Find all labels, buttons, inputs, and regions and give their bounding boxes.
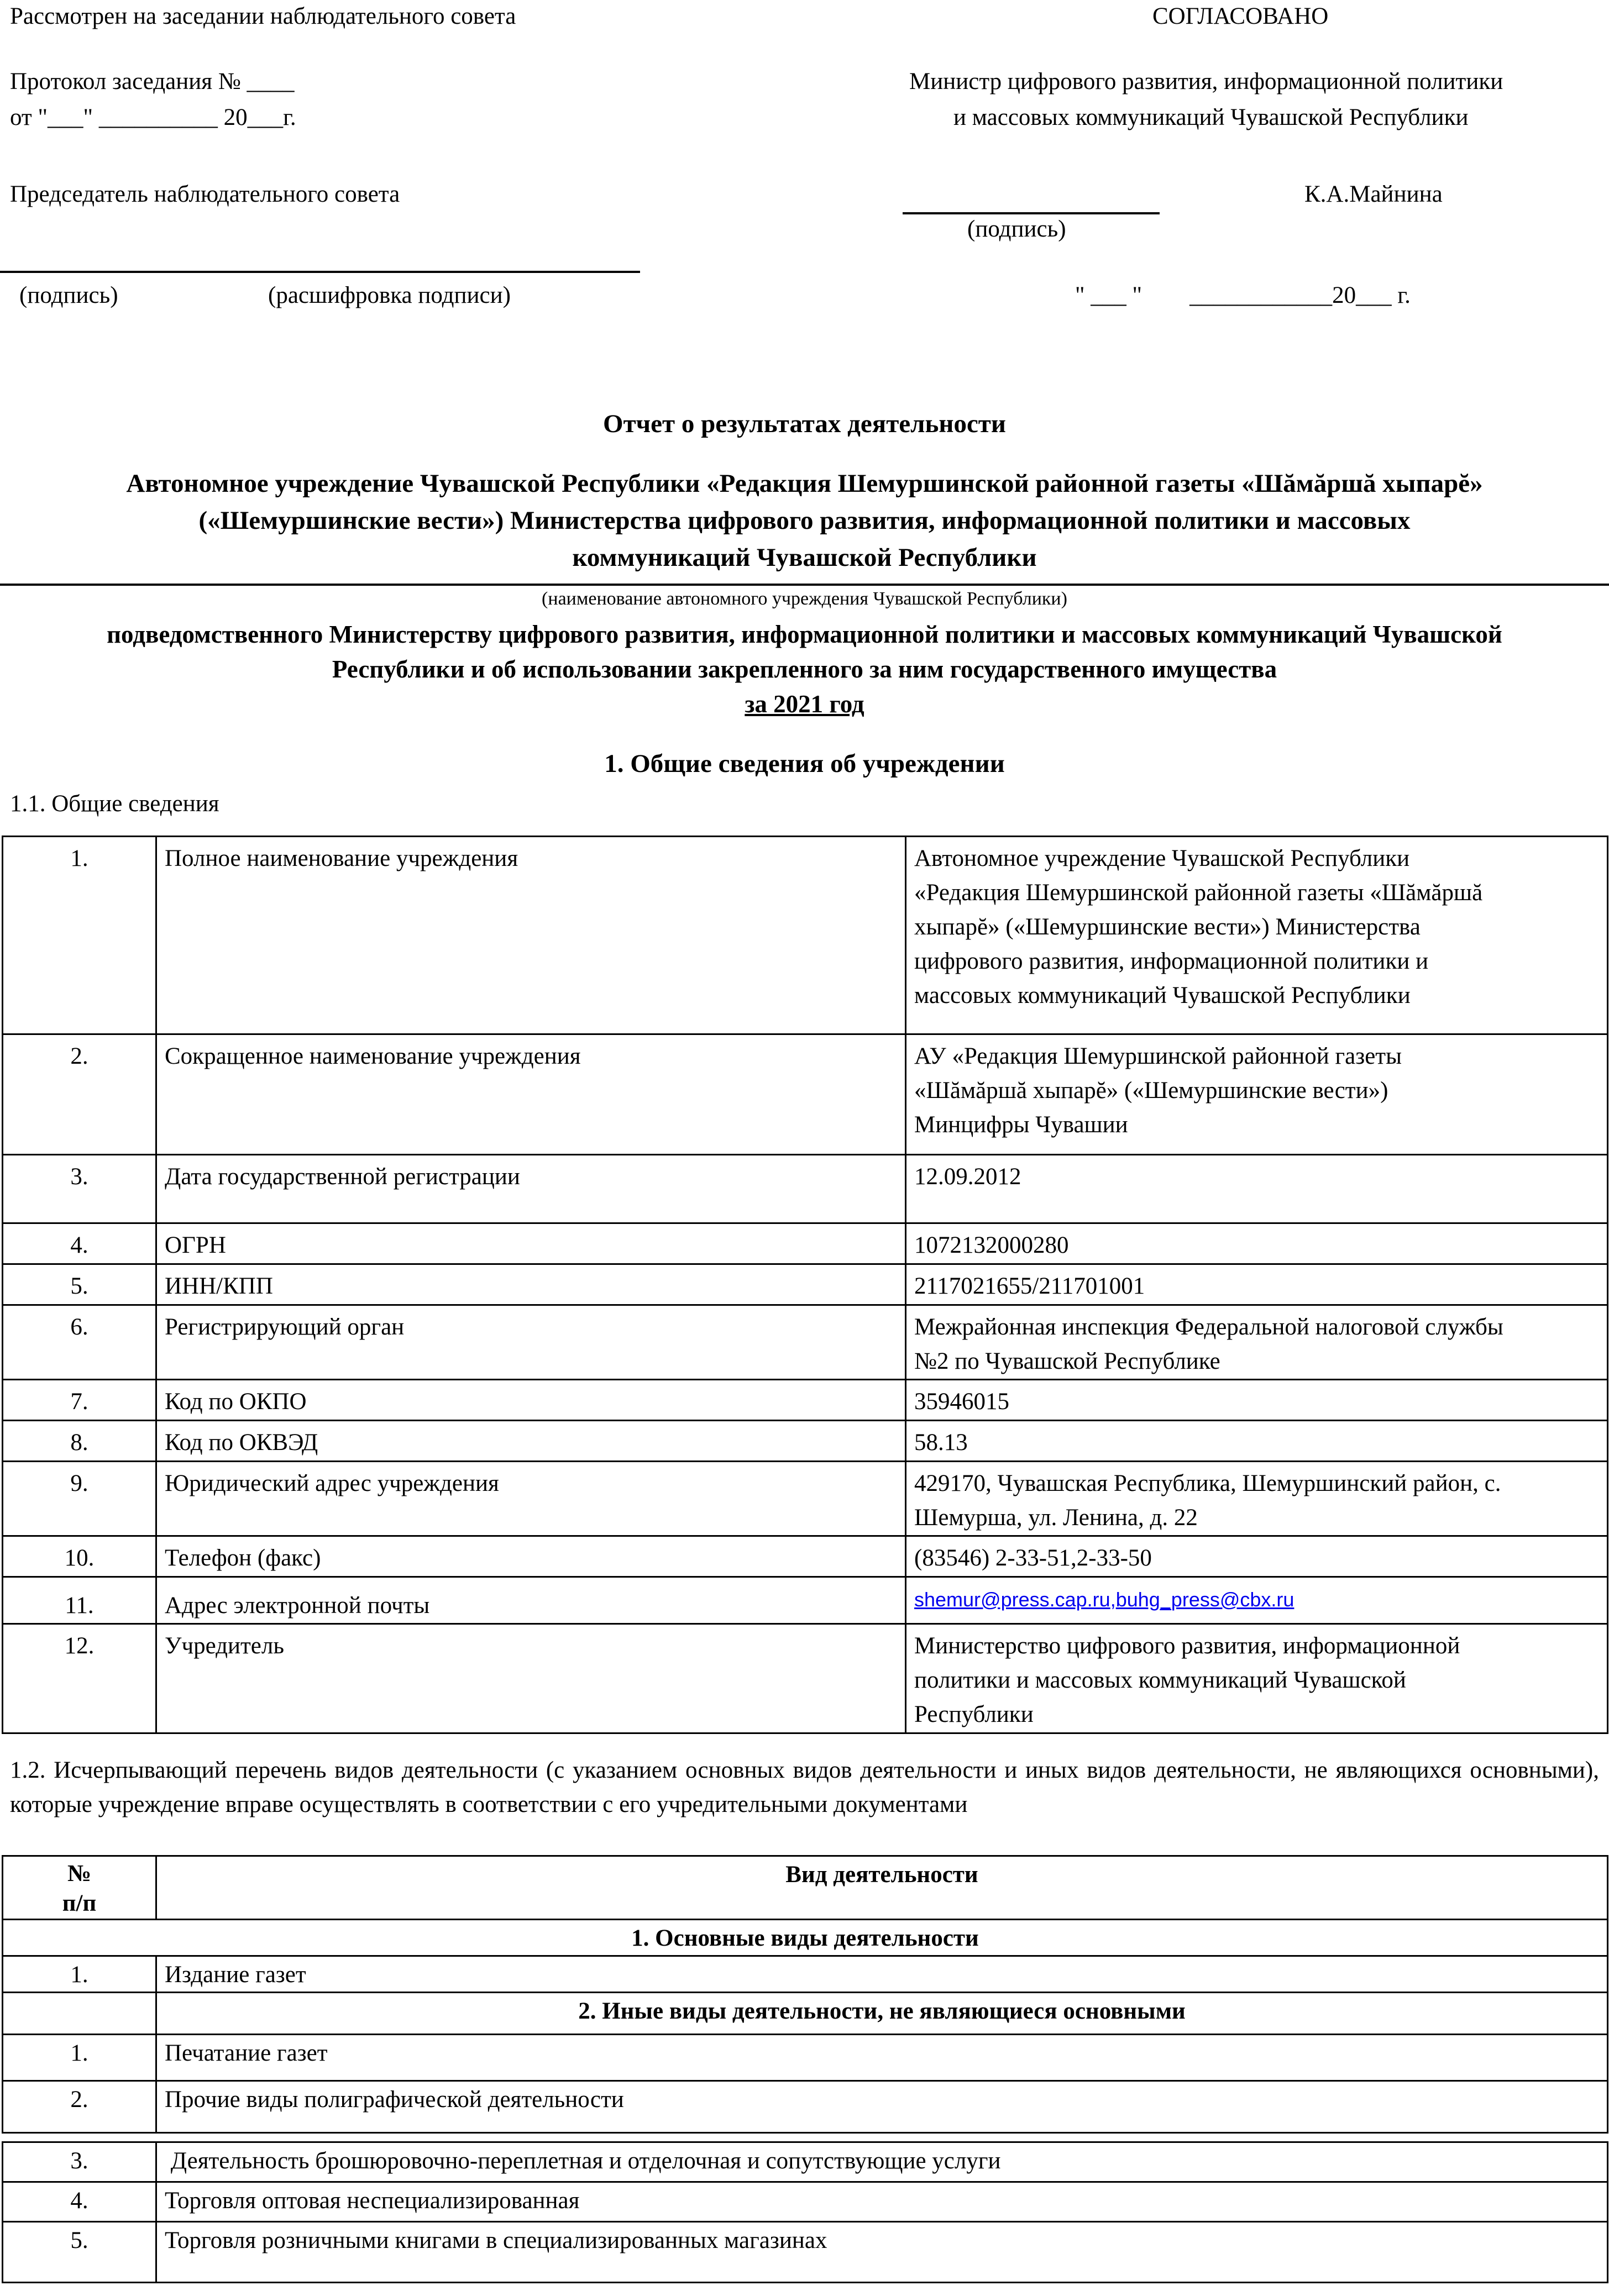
value-line: Автономное учреждение Чувашской Республики	[914, 845, 1410, 871]
section1-subheading: 1.1. Общие сведения	[10, 791, 219, 817]
value-line: Республики	[914, 1701, 1034, 1727]
row-number: 2.	[3, 2081, 156, 2133]
row-value	[906, 1305, 1608, 1380]
value-line: Министерство цифрового развития, информационной	[914, 1633, 1460, 1659]
row-number: 6.	[3, 1305, 156, 1380]
minister-title-line2: и массовых коммуникаций Чувашской Республики	[953, 104, 1469, 130]
subordination-line2: Республики и об использовании закрепленного за ним государственного имущества	[332, 655, 1277, 683]
minister-title-line1: Министр цифрового развития, информационной политики	[909, 69, 1503, 94]
org-name-line1: Автономное учреждение Чувашской Республики «Редакция Шемуршинской районной газеты «Шăмăршă хыпарĕ»	[126, 469, 1483, 498]
header-line: №	[67, 1861, 92, 1887]
left-signature-caption: (подпись)	[19, 282, 118, 308]
activity-name: Печатание газет	[156, 2035, 1608, 2081]
main-activities-heading: 1. Основные виды деятельности	[3, 1920, 1608, 1956]
activity-name: Торговля оптовая неспециализированная	[156, 2182, 1608, 2222]
activity-name: Торговля розничными книгами в специализированных магазинах	[156, 2222, 1608, 2283]
report-title: Отчет о результатах деятельности	[603, 409, 1006, 438]
row-value: 1072132000280	[906, 1223, 1608, 1264]
table-row	[3, 1264, 1608, 1305]
row-label: ИНН/КПП	[156, 1264, 906, 1305]
value-line: массовых коммуникаций Чувашской Республики	[914, 983, 1411, 1008]
row-number: 7.	[3, 1380, 156, 1421]
row-label: Телефон (факс)	[156, 1536, 906, 1577]
table-row	[3, 837, 1608, 1034]
report-period: за 2021 год	[745, 690, 864, 718]
value-line: хыпарĕ» («Шемуршинские вести») Министерства	[914, 914, 1421, 940]
activity-name: Прочие виды полиграфической деятельности	[156, 2081, 1608, 2133]
value-line: 429170, Чувашская Республика, Шемуршинский район, с.	[914, 1470, 1501, 1496]
row-label: ОГРН	[156, 1223, 906, 1264]
right-signature-caption: (подпись)	[967, 216, 1066, 242]
left-name-caption: (расшифровка подписи)	[268, 282, 511, 308]
row-number: 12.	[3, 1624, 156, 1733]
left-signature-line	[0, 271, 640, 273]
value-line: цифрового развития, информационной политики и	[914, 948, 1429, 974]
row-number: 5.	[3, 1264, 156, 1305]
row-number: 11.	[3, 1577, 156, 1624]
table-row	[3, 2081, 1608, 2133]
table-gap	[3, 2133, 1608, 2142]
table-row	[3, 1536, 1608, 1577]
value-line: АУ «Редакция Шемуршинской районной газеты	[914, 1043, 1402, 1069]
other-activities-heading: 2. Иные виды деятельности, не являющиеся основными	[156, 1993, 1608, 2035]
row-number: 5.	[3, 2222, 156, 2283]
section1-heading: 1. Общие сведения об учреждении	[604, 749, 1005, 778]
row-number: 9.	[3, 1462, 156, 1536]
table-header-row	[3, 1856, 1608, 1920]
general-info-table	[2, 836, 1608, 1734]
table-row	[3, 1223, 1608, 1264]
row-value: 2117021655/211701001	[906, 1264, 1608, 1305]
empty-cell	[3, 1993, 156, 2035]
row-label: Адрес электронной почты	[156, 1577, 906, 1624]
value-line: Межрайонная инспекция Федеральной налоговой службы	[914, 1314, 1503, 1340]
row-label: Сокращенное наименование учреждения	[156, 1034, 906, 1155]
activity-name: Деятельность брошюровочно-переплетная и отделочная и сопутствующие услуги	[156, 2142, 1608, 2182]
table-row	[3, 1462, 1608, 1536]
row-number: 1.	[3, 837, 156, 1034]
value-line: «Редакция Шемуршинской районной газеты «Шăмăршă	[914, 880, 1483, 906]
protocol-date: от "___" __________ 20___г.	[10, 104, 296, 130]
approval-date: " ___ " ____________20___ г.	[1075, 282, 1411, 308]
section-row	[3, 1993, 1608, 2035]
table-row	[3, 2222, 1608, 2283]
row-value: 35946015	[906, 1380, 1608, 1421]
table-row	[3, 1421, 1608, 1462]
value-line: №2 по Чувашской Республике	[914, 1348, 1220, 1374]
table-row	[3, 2182, 1608, 2222]
column-header-activity: Вид деятельности	[156, 1856, 1608, 1920]
value-line: политики и массовых коммуникаций Чувашской	[914, 1667, 1406, 1693]
row-number: 2.	[3, 1034, 156, 1155]
row-number: 1.	[3, 1956, 156, 1993]
table-row	[3, 1305, 1608, 1380]
email-link-2[interactable]: buhg_press@cbx.ru	[1115, 1588, 1294, 1611]
subordination-line1: подведомственного Министерству цифрового развития, информационной политики и массовых коммуникаций Чувашской	[107, 621, 1502, 648]
value-line: «Шăмăршă хыпарĕ» («Шемуршинские вести»)	[914, 1078, 1388, 1104]
protocol-number: Протокол заседания № ____	[10, 69, 295, 94]
row-label: Полное наименование учреждения	[156, 837, 906, 1034]
table-row	[3, 2142, 1608, 2182]
row-label: Код по ОКПО	[156, 1380, 906, 1421]
row-value: 12.09.2012	[906, 1155, 1608, 1223]
row-value	[906, 1034, 1608, 1155]
table-row	[3, 1155, 1608, 1223]
column-header-number	[3, 1856, 156, 1920]
council-review-title: Рассмотрен на заседании наблюдательного совета	[10, 3, 516, 29]
row-value: 58.13	[906, 1421, 1608, 1462]
row-number: 4.	[3, 1223, 156, 1264]
table-row	[3, 1034, 1608, 1155]
approved-title: СОГЛАСОВАНО	[1152, 3, 1329, 29]
row-number: 3.	[3, 1155, 156, 1223]
row-label: Код по ОКВЭД	[156, 1421, 906, 1462]
row-number: 3.	[3, 2142, 156, 2182]
chairman-label: Председатель наблюдательного совета	[10, 181, 400, 207]
row-label: Учредитель	[156, 1624, 906, 1733]
value-line: Шемурша, ул. Ленина, д. 22	[914, 1505, 1198, 1531]
org-name-caption: (наименование автономного учреждения Чувашской Республики)	[542, 589, 1067, 609]
email-link-1[interactable]: shemur@press.cap.ru	[914, 1588, 1110, 1611]
row-value	[906, 1462, 1608, 1536]
value-line: Минцифры Чувашии	[914, 1112, 1128, 1138]
row-label: Регистрирующий орган	[156, 1305, 906, 1380]
row-label: Юридический адрес учреждения	[156, 1462, 906, 1536]
row-label: Дата государственной регистрации	[156, 1155, 906, 1223]
row-number: 10.	[3, 1536, 156, 1577]
row-value	[906, 1577, 1608, 1624]
row-value	[906, 1624, 1608, 1733]
row-number: 4.	[3, 2182, 156, 2222]
table-row	[3, 1956, 1608, 1993]
activities-table	[2, 1855, 1608, 2283]
table-row	[3, 2035, 1608, 2081]
row-value	[906, 837, 1608, 1034]
header-line: п/п	[62, 1890, 97, 1916]
section-row	[3, 1920, 1608, 1956]
table-row	[3, 1380, 1608, 1421]
row-number: 1.	[3, 2035, 156, 2081]
minister-name: К.А.Майнина	[1304, 181, 1443, 207]
email-separator: ,	[1110, 1588, 1116, 1611]
activities-intro-paragraph: 1.2. Исчерпывающий перечень видов деятельности (с указанием основных видов деятельности и иных видов деятельности, не являющихся основными), которые учреждение вправе осуществлять в соответствии с его учредительными документами	[10, 1757, 1599, 1817]
org-name-line3: коммуникаций Чувашской Республики	[572, 543, 1037, 572]
table-row	[3, 1577, 1608, 1624]
table-row	[3, 1624, 1608, 1733]
row-number: 8.	[3, 1421, 156, 1462]
row-value: (83546) 2-33-51,2-33-50	[906, 1536, 1608, 1577]
activity-name: Издание газет	[156, 1956, 1608, 1993]
org-name-line2: («Шемуршинские вести») Министерства цифрового развития, информационной политики и массовых	[198, 506, 1411, 535]
